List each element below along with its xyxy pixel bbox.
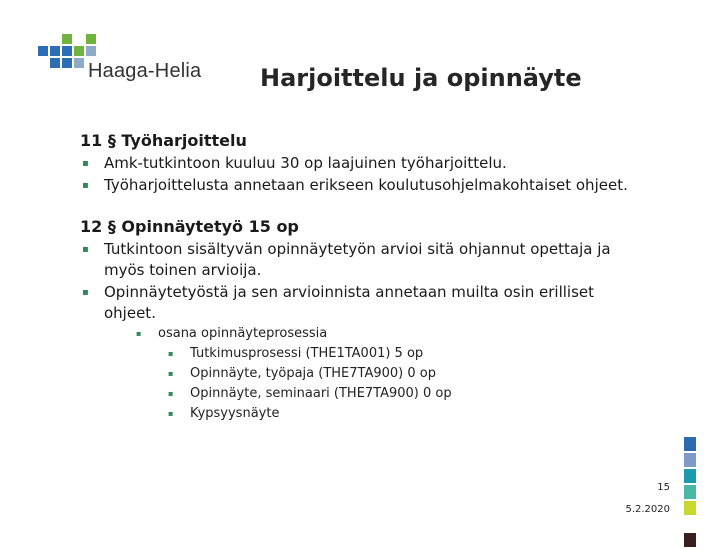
haaga-helia-logo xyxy=(38,34,208,94)
bullet-icon xyxy=(168,344,173,364)
list-item xyxy=(80,239,650,281)
color-bar xyxy=(684,517,696,531)
sub-sub-list-item-text: Opinnäyte, seminaari (THE7TA900) 0 op xyxy=(190,386,452,401)
list-item xyxy=(80,175,650,196)
bullet-icon xyxy=(168,404,173,424)
list-item-text: Amk-tutkintoon kuuluu 30 op laajuinen työharjoittelu. xyxy=(104,154,507,172)
bullet-icon xyxy=(168,364,173,384)
slide-date: 5.2.2020 xyxy=(625,504,670,515)
sub-list-item xyxy=(136,324,650,344)
bullet-icon xyxy=(168,384,173,404)
list-item-text: Työharjoittelusta annetaan erikseen koulutusohjelmakohtaiset ohjeet. xyxy=(104,176,628,194)
list-item-text: Tutkintoon sisältyvän opinnäytetyön arvioi sitä ohjannut opettaja ja myös toinen arvioija. xyxy=(104,240,611,279)
sub-sub-list-item xyxy=(168,344,650,364)
slide-content xyxy=(80,130,650,444)
sub-list-item-text: osana opinnäyteprosessia xyxy=(158,326,328,341)
section-heading: 12 § Opinnäytetyö 15 op xyxy=(80,217,299,236)
color-bar xyxy=(684,453,696,467)
bullet-icon xyxy=(82,153,89,174)
sub-sub-list-item xyxy=(168,384,650,404)
sub-sub-list-item-text: Opinnäyte, työpaja (THE7TA900) 0 op xyxy=(190,366,436,381)
section-tyoharjoittelu xyxy=(80,130,650,196)
bullet-icon xyxy=(82,175,89,196)
section-opinnaytetyo xyxy=(80,216,650,424)
decorative-color-bars xyxy=(684,437,696,549)
color-bar xyxy=(684,437,696,451)
bullet-icon xyxy=(136,324,141,344)
list-item-text: Opinnäytetyöstä ja sen arvioinnista annetaan muilta osin erilliset ohjeet. xyxy=(104,283,595,322)
page-number: 15 xyxy=(657,482,670,493)
bullet-icon xyxy=(82,282,89,303)
color-bar xyxy=(684,485,696,499)
section-heading: 11 § Työharjoittelu xyxy=(80,131,247,150)
color-bar xyxy=(684,469,696,483)
logo-text: Haaga-Helia xyxy=(88,60,202,82)
sub-sub-list-item-text: Tutkimusprosessi (THE1TA001) 5 op xyxy=(190,346,424,361)
sub-sub-list-item xyxy=(168,404,650,424)
sub-sub-list-item-text: Kypsyysnäyte xyxy=(190,406,280,421)
slide-title: Harjoittelu ja opinnäyte xyxy=(260,64,582,92)
list-item xyxy=(80,282,650,324)
bullet-icon xyxy=(82,239,89,260)
list-item xyxy=(80,153,650,174)
color-bar xyxy=(684,533,696,547)
color-bar xyxy=(684,501,696,515)
sub-sub-list-item xyxy=(168,364,650,384)
